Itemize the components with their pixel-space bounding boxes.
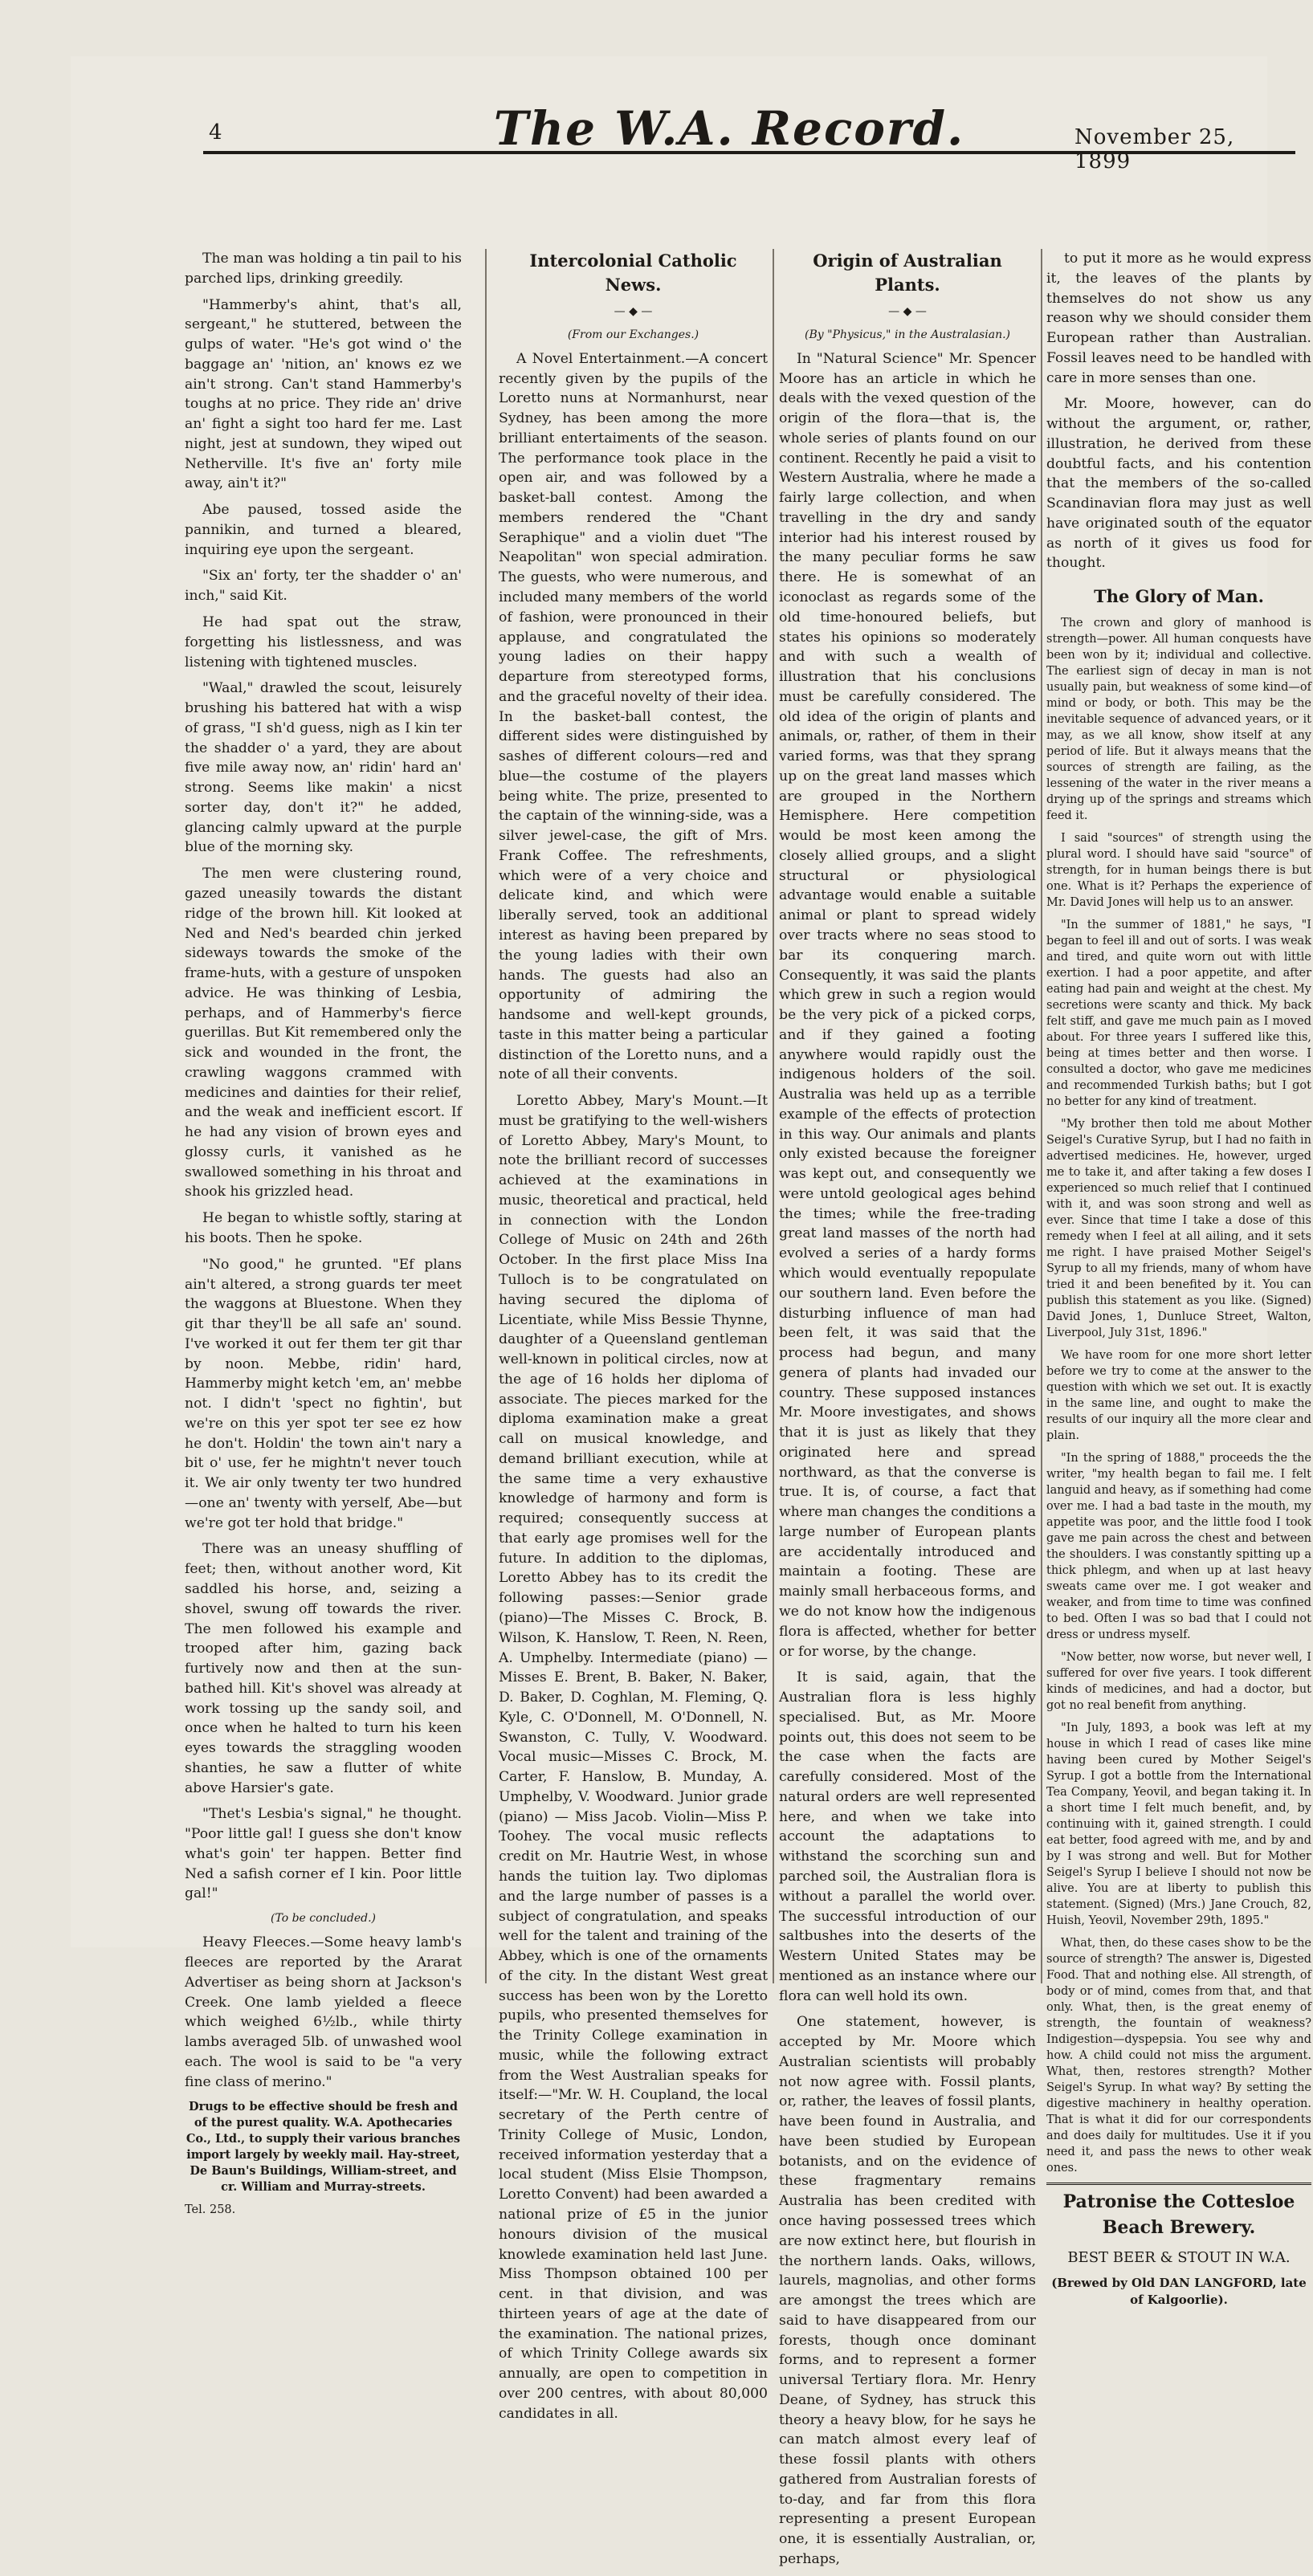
advertorial-paragraph: "In the summer of 1881," he says, "I began to feel ill and out of sorts. I was weak and tired, and quite worn out with little exertion. I had a poor appetite, and after eating had pain and weight at the chest. My secretions were scanty and thick. My back felt stiff, and gave me much pain as I moved about. For three years I suffered like this, being at times better and then worse. I consulted a doctor, who gave me medicines and recommended Turkish baths; but I got no better for any kind of treatment. xyxy=(1046,919,1311,1109)
article-paragraph: In "Natural Science" Mr. Spencer Moore has an article in which he deals with the vexed question of the origin of the flora—that is, the whole series of plants found on our continent. Recently he paid a visit to Western Australia, where he made a fairly large collection, and when travelling in the dry and sandy interior had his interest roused by the many peculiar forms he saw there. He is somewhat of an iconoclast as regards some of the old time-honoured beliefs, but states his opinions so moderately and with such a wealth of illustration that his conclusions must be carefully considered. The old idea of the origin of plants and animals, or, rather, of them in their varied forms, was that they sprang up on the great land masses which are grouped in the Northern Hemisphere. Here competition would be most keen among the closely allied groups, and a slight structural or physiological advantage would enable a suitable animal or plant to spread widely over tracts where no seas stood to bar its conquering march. Consequently, it was said the plants which grew in such a region would be the very pick of a picked corps, and if they gained a footing anywhere would rapidly oust the indigenous holders of the soil. Australia was held up as a terrible example of the effects of protection in this way. Our animals and plants only existed because the foreigner was kept out, and consequently we were untold geological ages behind the times; while the free-trading great land masses of the north had evolved a series of a hardy forms which would eventually repopulate our southern land. Even before the disturbing influence of man had been felt, it was said that the process had begun, and many genera of plants had invaded our country. These supposed instances Mr. Moore investigates, and shows that it is just as likely that they originated here and spread northward, as that the converse is true. It is, of course, a fact that where man changes the conditions a large number of European plants are accidentally introduced and maintain a footing. These are mainly small herbaceous forms, and we do not know how the indigenous flora is affected, whether for better or for worse, by the change. xyxy=(779,350,1036,1660)
story-paragraph: There was an uneasy shuffling of feet; then, without another word, Kit saddled his horse, and, seizing a shovel, swung off towards the river. The men followed his example and trooped after him, gazing back furtively now and then at the sun-bathed hill. Kit's shovel was already at work tossing up the sandy soil, and once when he halted to turn his keen eyes towards the straggling wooden shanties, he saw a flutter of white above Harsier's gate. xyxy=(185,1541,462,1796)
section-source: (From our Exchanges.) xyxy=(567,328,699,341)
brewery-ad xyxy=(1046,2183,1311,2309)
page-number: 4 xyxy=(209,120,222,145)
brewery-ad-line: (Brewed by Old DAN LANGFORD, late of Kalgoorlie). xyxy=(1051,2275,1307,2308)
ornament-divider: — ◆ — xyxy=(888,305,927,319)
story-paragraph: "Six an' forty, ter the shadder o' an' inch," said Kit. xyxy=(185,568,462,605)
advertorial-paragraph: I said "sources" of strength using the plural word. I should have said "source" of strength, for in human beings there is but one. What is it? Perhaps the experience of Mr. David Jones will help us to an answer. xyxy=(1046,832,1311,910)
article-paragraph: Mr. Moore, however, can do without the argument, or, rather, illustration, he derived from these doubtful facts, and his contention that the members of the so-called Scandinavian flora may just as well have originated south of the equator as north of it gives us food for thought. xyxy=(1046,396,1311,572)
story-paragraph: He began to whistle softly, staring at his boots. Then he spoke. xyxy=(185,1210,462,1246)
glory-advertorial xyxy=(1046,615,1311,2176)
ornament-divider: — ◆ — xyxy=(614,305,653,319)
story-paragraph: Abe paused, tossed aside the pannikin, and turned a bleared, inquiring eye upon the sergeant. xyxy=(185,502,462,558)
news-paragraph: Loretto Abbey, Mary's Mount.—It must be gratifying to the well-wishers of Loretto Abbey, Mary's Mount, to note the brilliant record of successes achieved at the examinations in music, theoretical and practical, held in connection with the London College of Music on 24th and 26th October. In the first place Miss Ina Tulloch is to be congratulated on having secured the diploma of Licentiate, while Miss Bessie Thynne, daughter of a Queensland gentleman well-known in political circles, now at the age of 16 holds her diploma of associate. The pieces marked for the diploma examination make a great call on musical knowledge, and demand brilliant execution, while at the same time a very exhaustive knowledge of harmony and form is required; consequently success at that early age promises well for the future. In addition to the diplomas, Loretto Abbey has to its credit the following passes:—Senior grade (piano)—The Misses C. Brock, B. Wilson, K. Hanslow, T. Reen, N. Reen, A. Umphelby. Intermediate (piano) — Misses E. Brent, B. Baker, N. Baker, D. Baker, D. Coghlan, M. Fleming, Q. Kyle, C. O'Donnell, M. O'Donnell, N. Swanston, C. Tully, V. Woodward. Vocal music—Misses C. Brock, M. Carter, F. Hanslow, B. Munday, A. Umphelby, V. Woodward. Junior grade (piano) — Miss Jacob. Violin—Miss P. Toohey. The vocal music reflects credit on Mr. Hautrie West, in whose hands the tuition lay. Two diplomas and the large number of passes is a subject of congratulation, and speaks well for the talent and training of the Abbey, which is one of the ornaments of the city. In the distant West great success has been won by the Loretto pupils, who presented themselves for the Trinity College examination in music, while the following extract from the West Australian speaks for itself:—"Mr. W. H. Coupland, the local secretary of the Perth centre of Trinity College of Music, London, received information yesterday that a local student (Miss Elsie Thompson, Loretto Convent) had been awarded a national prize of £5 in the junior honours division of the musical knowlede examination held last June. Miss Thompson obtained 100 per cent. in that division, and was thirteen years of age at the date of the examination. The national prizes, of which Trinity College awards six annually, are open to competition in over 200 centres, with about 80,000 candidates in all. xyxy=(499,1093,768,2422)
article-paragraph: One statement, however, is accepted by Mr. Moore which Australian scientists will probably not now agree with. Fossil plants, or, rather, the leaves of fossil plants, have been found in Australia, and have been studied by European botanists, and on the evidence of these fragmentary remains Australia has been credited with once having possessed trees which are now extinct here, but flourish in the northern lands. Oaks, willows, laurels, magnolias, and other forms are amongst the trees which are said to have disappeared from our forests, though once dominant forms, and to represent a former universal Tertiary flora. Mr. Henry Deane, of Sydney, has struck this theory a heavy blow, for he says he can match almost every leaf of these fossil plants with others gathered from Australian forests of to-day, and far from this flora representing a present European one, it is essentially Australian, or, perhaps, xyxy=(779,2014,1036,2567)
column-catholic-news xyxy=(499,249,768,2430)
advertorial-paragraph: "Now better, now worse, but never well, I suffered for over five years. I took different kinds of medicines, and had a doctor, but got no real benefit from anything. xyxy=(1046,1651,1311,1713)
column-story xyxy=(185,249,462,2224)
heavy-fleeces-item: Heavy Fleeces.—Some heavy lamb's fleeces are reported by the Ararat Advertiser as being shorn at Jackson's Creek. One lamb yielded a fleece which weighed 6½lb., while thirty lambs averaged 5lb. of unwashed wool each. The wool is said to be "a very fine class of merino." xyxy=(185,1934,462,2090)
advertorial-paragraph: "In July, 1893, a book was left at my house in which I read of cases like mine having been cured by Mother Seigel's Syrup. I got a bottle from the International Tea Company, Yeovil, and began taking it. In a short time I felt much benefit, and, by continuing with it, gained strength. I could eat better, food agreed with me, and by and by I was strong and well. But for Mother Seigel's Syrup I believe I should not now be alive. You are at liberty to publish this statement. (Signed) (Mrs.) Jane Crouch, 82, Huish, Yeovil, November 29th, 1895." xyxy=(1046,1722,1311,1928)
news-paragraph: A Novel Entertainment.—A concert recently given by the pupils of the Loretto nuns at Normanhurst, near Sydney, has been among the more brilliant entertaiments of the season. The performance took place in the open air, and was followed by a basket-ball contest. Among the members rendered the "Chant Seraphique" and a violin duet "The Neapolitan" won special admiration. The guests, who were numerous, and included many members of the world of fashion, were pronounced in their applause, and congratulated the young ladies on their happy departure from stereotyped forms, and the graceful novelty of their idea. In the basket-ball contest, the different sides were distinguished by sashes of different colours—red and blue—the costume of the players being white. The prize, presented to the captain of the winning-side, was a silver jewel-case, the gift of Mrs. Frank Coffee. The refreshments, which were of a very choice and delicate kind, and which were liberally served, took an additional interest as having been prepared by the young ladies with their own hands. The guests had also an opportunity of admiring the handsome and well-kept grounds, taste in this matter being a particular distinction of the Loretto nuns, and a note of all their convents. xyxy=(499,350,768,1083)
advertorial-paragraph: "My brother then told me about Mother Seigel's Curative Syrup, but I had no faith in advertised medicines. He, however, urged me to take it, and after taking a few doses I experienced so much relief that I continued with it, and was soon strong and well as ever. Since that time I take a dose of this remedy when I feel at all ailing, and it sets me right. I have praised Mother Seigel's Syrup to all my friends, many of whom have tried it and been benefited by it. You can publish this statement as you like. (Signed) David Jones, 1, Dunluce Street, Walton, Liverpool, July 31st, 1896." xyxy=(1046,1118,1311,1340)
section-heading: Intercolonial Catholic News. xyxy=(529,251,737,296)
article-paragraph: to put it more as he would express it, the leaves of the plants by themselves do not show us any reason why we should consider them European rather than Australian. Fossil leaves need to be handled with care in more senses than one. xyxy=(1046,251,1311,386)
telephone-number: Tel. 258. xyxy=(185,2203,236,2216)
story-paragraph: "Waal," drawled the scout, leisurely brushing his battered hat with a wisp of grass, "I sh'd guess, nigh as I kin ter the shadder o' a yard, they are about five mile away now, an' ridin' hard an' strong. Seems like makin' a nicst sorter day, don't it?" he added, glancing calmly upward at the purple blue of the morning sky. xyxy=(185,680,462,856)
story-paragraph: The men were clustering round, gazed uneasily towards the distant ridge of the brown hill. Kit looked at Ned and Ned's bearded chin jerked sideways towards the smoke of the frame-huts, with a gesture of unspoken advice. He was thinking of Lesbia, perhaps, and of Hammerby's fierce guerillas. But Kit remembered only the sick and wounded in the front, the crawling waggons crammed with medicines and dainties for their relief, and the weak and inefficient escort. If he had any vision of brown eyes and glossy curls, it vanished as he swallowed something in his throat and shook his grizzled head. xyxy=(185,866,462,1200)
brewery-ad-heading: Patronise the Cottesloe Beach Brewery. xyxy=(1062,2191,1295,2239)
masthead-rule xyxy=(203,151,1295,154)
brewery-ad-line: BEST BEER & STOUT IN W.A. xyxy=(1067,2248,1291,2266)
story-paragraph: "Hammerby's ahint, that's all, sergeant," he stuttered, between the gulps of water. "He's got wind o' the baggage an' 'nition, an' knows ez we ain't strong. Can't stand Hammerby's toughs at no price. They ride an' drive an' fight a sight too hard fer me. Last night, jest at sundown, they wiped out Netherville. It's five an' forty mile away, ain't it?" xyxy=(185,296,462,492)
column-right xyxy=(1046,249,1311,2316)
column-plants-article xyxy=(779,249,1036,2576)
article-paragraph: It is said, again, that the Australian flora is less highly specialised. But, as Mr. Moore points out, this does not seem to be the case when the facts are carefully considered. Most of the natural orders are well represented here, and when we take into account the adaptations to withstand the scorching sun and parched soil, the Australian flora is without a parallel the world over. The successful introduction of our saltbushes into the deserts of the Western United States may be mentioned as an instance where our flora can well hold its own. xyxy=(779,1669,1036,2004)
story-paragraph: The man was holding a tin pail to his parched lips, drinking greedily. xyxy=(185,251,462,287)
advertorial-paragraph: The crown and glory of manhood is strength—power. All human conquests have been won by it; individual and collective. The earliest sign of decay in man is not usually pain, but weakness of some kind—of mind or body, or both. This may be the inevitable sequence of advanced years, or it may, as we all know, show itself at any period of life. But it always means that the sources of strength are failing, as the lessening of the water in the river means a drying up of the springs and streams which feed it. xyxy=(1046,617,1311,823)
story-paragraph: "No good," he grunted. "Ef plans ain't altered, a strong guards ter meet the waggons at Bluestone. When they git thar they'll be all safe an' sound. I've worked it out fer them ter git thar by noon. Mebbe, ridin' hard, Hammerby might ketch 'em, an' mebbe not. I didn't 'spect no fightin', but we're on this yer spot ter see ez how he don't. Holdin' the town ain't nary a bit o' use, fer he mightn't never touch it. We air only twenty ter two hundred—one an' twenty with yerself, Abe—but we're got ter hold that bridge." xyxy=(185,1256,462,1531)
newspaper-page xyxy=(71,56,1311,2567)
article-heading: Origin of Australian Plants. xyxy=(813,251,1002,296)
glory-heading: The Glory of Man. xyxy=(1094,586,1264,607)
story-paragraph: "Thet's Lesbia's signal," he thought. "Poor little gal! I guess she don't know what's goin' ter happen. Better find Ned a safish corner ef I kin. Poor little gal!" xyxy=(185,1806,462,1902)
article-source: (By "Physicus," in the Australasian.) xyxy=(805,328,1010,341)
issue-date: November 25, 1899 xyxy=(1074,125,1235,173)
column-divider xyxy=(485,249,487,1983)
masthead-title: The W.A. Record. xyxy=(493,101,965,156)
advertorial-paragraph: "In the spring of 1888," proceeds the the writer, "my health began to fail me. I felt languid and heavy, as if something had come over me. I had a bad taste in the mouth, my appetite was poor, and the little food I took gave me pain across the chest and between the shoulders. I was constantly spitting up a thick phlegm, and when up at last heavy sweats came over me. I got weaker and weaker, and from time to time was confined to bed. Often I was so bad that I could not dress or undress myself. xyxy=(1046,1452,1311,1642)
column-divider xyxy=(1041,249,1042,1983)
story-paragraph: He had spat out the straw, forgetting his listlessness, and was listening with tightened muscles. xyxy=(185,614,462,670)
advertorial-paragraph: What, then, do these cases show to be the source of strength? The answer is, Digested Food. That and nothing else. All strength, of body or of mind, comes from that, and that only. What, then, is the great enemy of strength, the fountain of weakness? Indigestion—dyspepsia. You see why and how. A child could not miss the argument. What, then, restores strength? Mother Seigel's Syrup. In what way? By setting the digestive machinery in healthy operation. That is what it did for our correspondents and does daily for multitudes. Use it if you need it, and pass the news to other weak ones. xyxy=(1046,1937,1311,2175)
advertorial-paragraph: We have room for one more short letter before we try to come at the answer to the question with which we set out. It is exactly in the same line, and ought to make the results of our inquiry all the more clear and plain. xyxy=(1046,1349,1311,1443)
column-divider xyxy=(773,249,774,1983)
apothecaries-ad: Drugs to be effective should be fresh and of the purest quality. W.A. Apothecaries Co., Ltd., to supply their various branches import largely by weekly mail. Hay-street, De Baun's Buildings, William-street, and cr. William and Murray-streets. xyxy=(186,2099,461,2194)
to-be-concluded: (To be concluded.) xyxy=(270,1912,377,1926)
